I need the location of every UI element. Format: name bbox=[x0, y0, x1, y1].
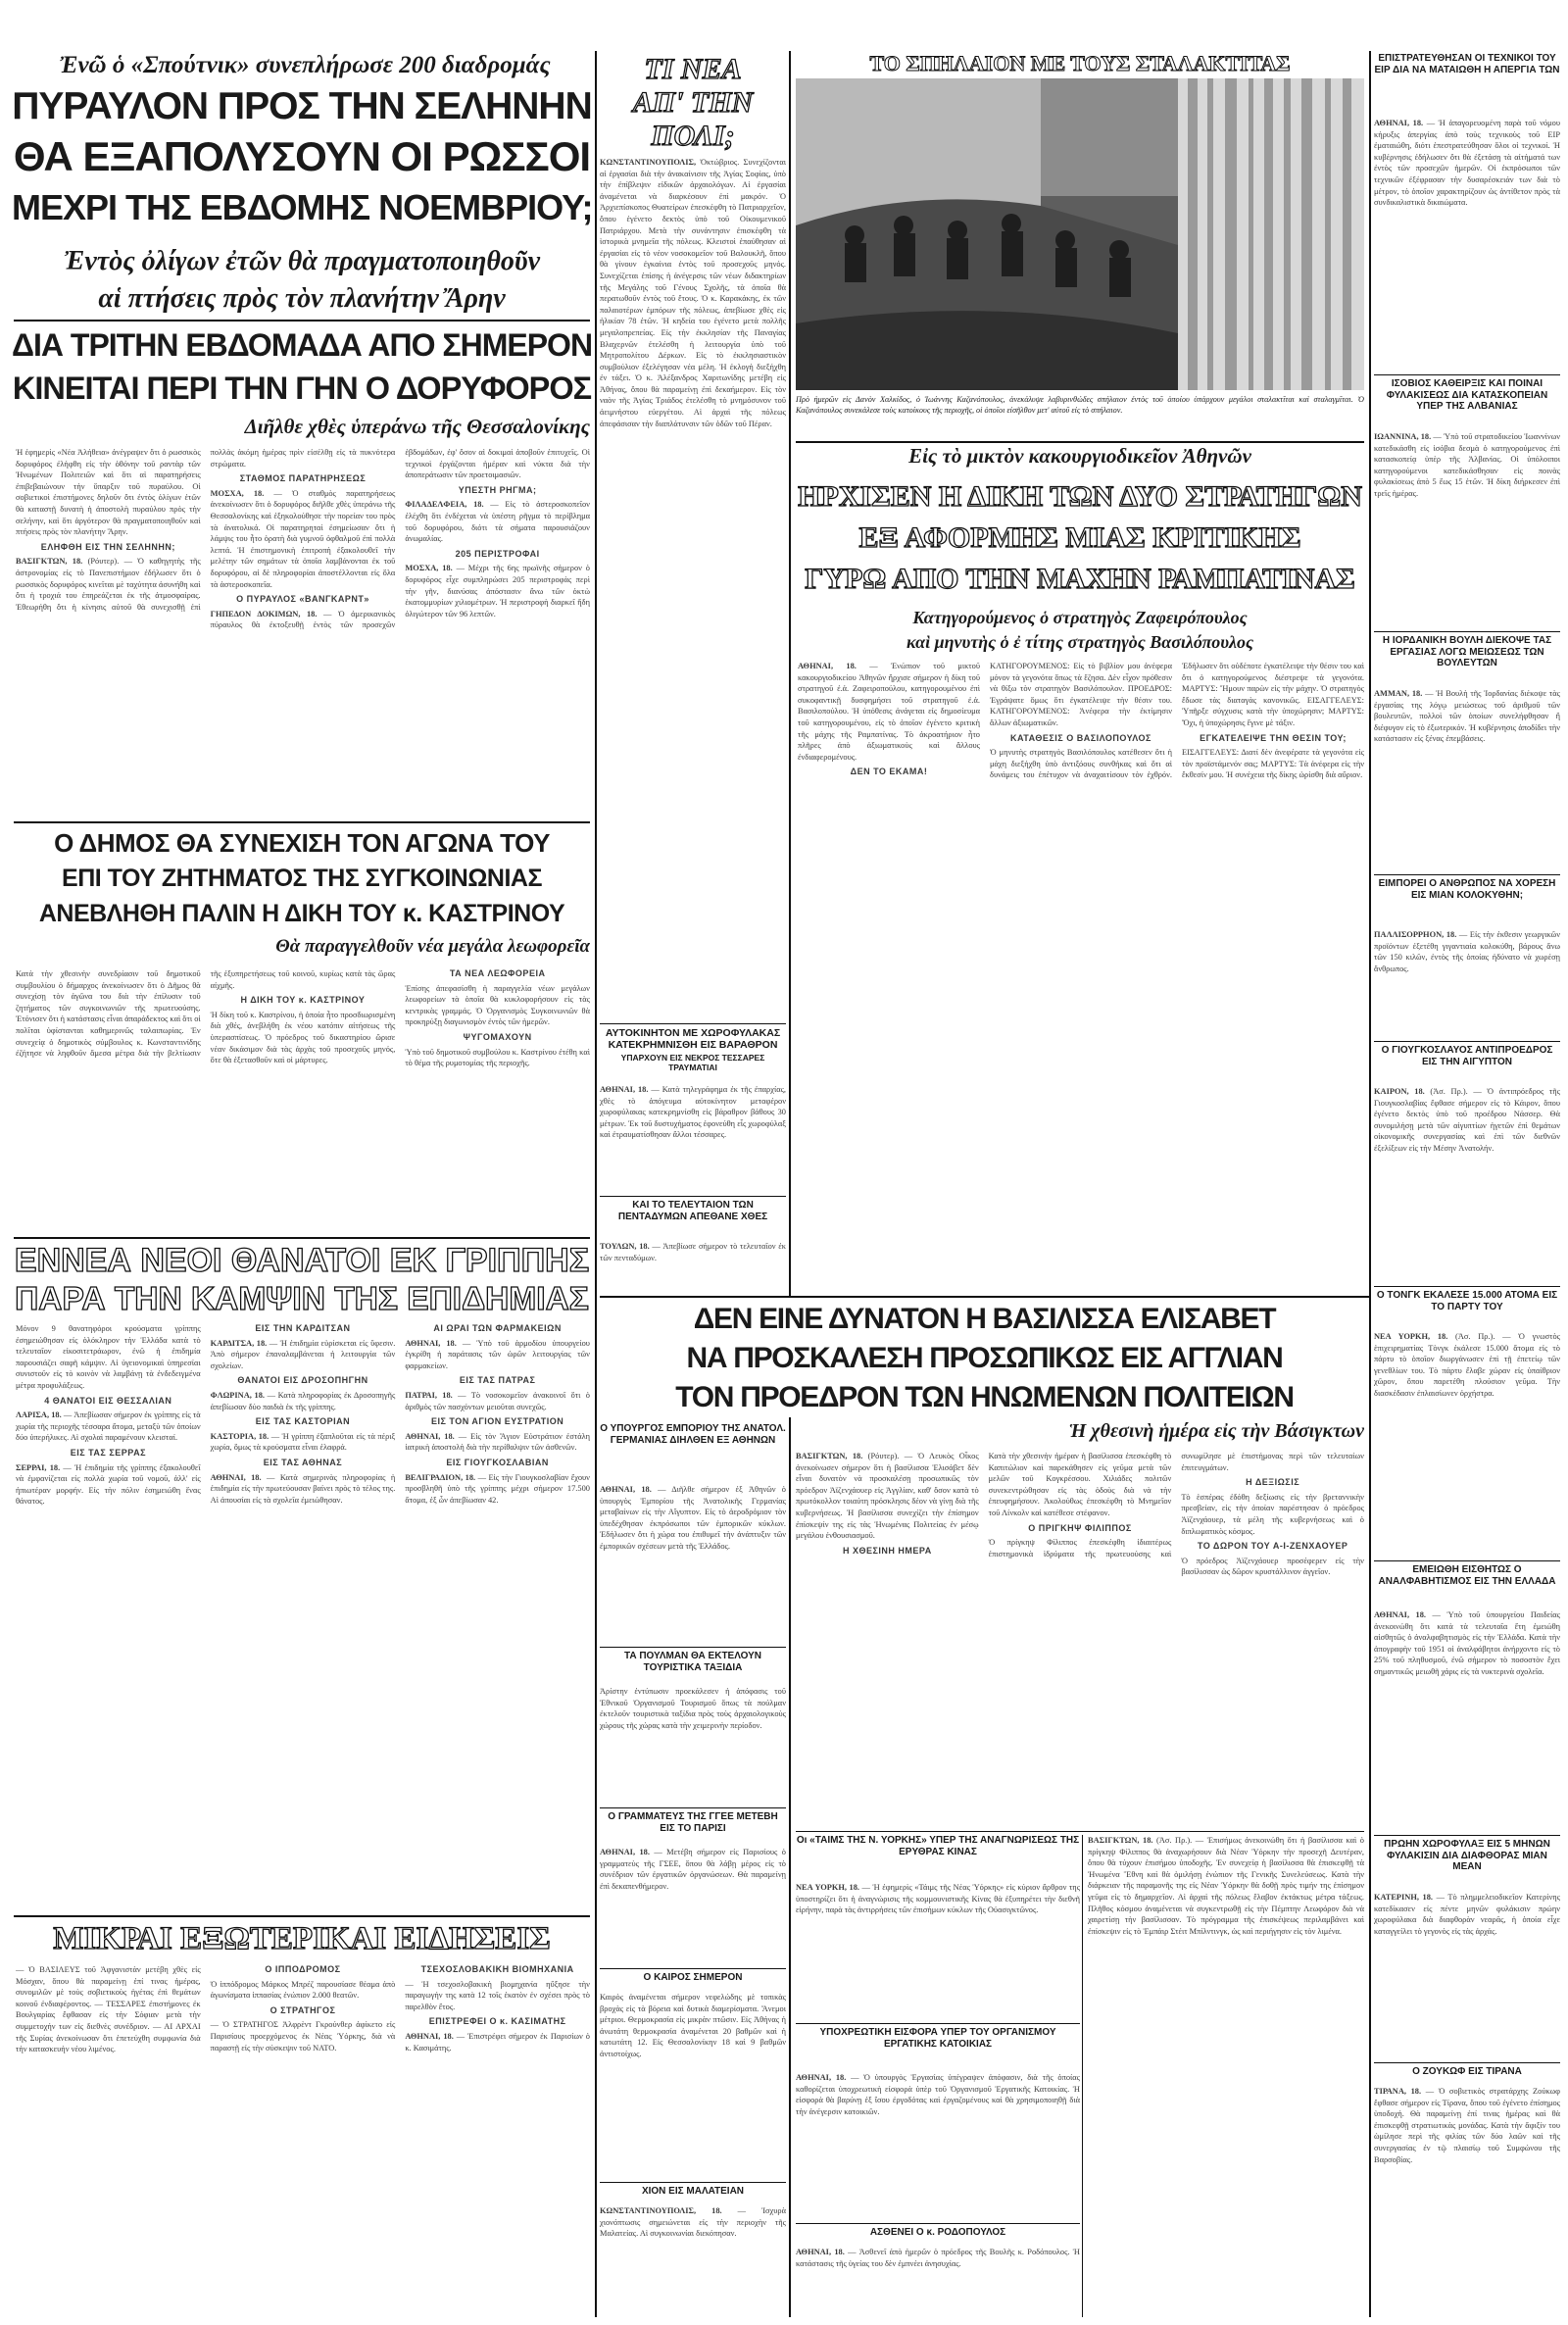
rule bbox=[14, 1237, 590, 1239]
right-a5: ΚΑΙΡΟΝ, 18. (Ἀσ. Πρ.). — Ὁ ἀντιπρόεδρος τῆς Γιουγκοσλαβίας ἔφθασε σήμερον εἰς τὸ Κάιρον, ὅπου ἐγένετο δεκτὸς ὑπὸ τοῦ προέδρου Νάσσερ. Θὰ συνομιλήσῃ μετὰ τῶν αἰγυπτίων ἡγετῶν ἐπὶ θεμάτων οἰκονομικῆς συνεργασίας καὶ ἐπὶ τῶν διεθνῶν ἐξελίξεων εἰς τὴν Μέσην Ἀνατολήν. bbox=[1374, 1087, 1560, 1153]
rule bbox=[1374, 1835, 1560, 1836]
queen-headline: ΔΕΝ ΕΙΝΕ ΔΥΝΑΤΟΝ Η ΒΑΣΙΛΙΣΣΑ ΕΛΙΣΑΒΕΤ ΝΑ ΠΡΟΣΚΑΛΕΣΗ ΠΡΟΣΩΠΙΚΩΣ ΕΙΣ ΑΓΓΛΙΑΝ ΤΟΝ ΠΡΟΕΔΡΟΝ ΤΩΝ ΗΝΩΜΕΝΩΝ ΠΟΛΙΤΕΙΩΝ bbox=[675, 1303, 1294, 1413]
sputnik-article: Ἡ ἐφημερὶς «Νέα Ἀλήθεια» ἀνέγραψεν ὅτι ὁ ρωσσικὸς δορυφόρος ἐλήφθη εἰς τὴν ὀθόνην τοῦ ραντὰρ τῶν Ἡνωμένων Πολιτειῶν καὶ ὅτι αἱ παρατηρήσεις ἐπιβεβαιώνουν τὴν ὕπαρξιν τοῦ πυραύλου. Οἱ σοβιετικοὶ ἐπιστήμονες δηλοῦν ὅτι ἐντὸς ὀλίγων ἐτῶν θὰ καταστῇ δυνατὴ ἡ ἀποστολὴ πυραύλου πρὸς τὴν σελήνην, καὶ ὅτι ἀργότερον θὰ πραγματοποιηθοῦν καὶ πτήσεις πρὸς τὸν πλανήτην Ἄρην. ΕΛΗΦΘΗ ΕΙΣ ΤΗΝ ΣΕΛΗΝΗΝ; ΒΑΣΙΓΚΤΩΝ, 18. (Ρόυτερ). — Ὁ καθηγητὴς τῆς ἀστρονομίας εἰς τὸ Πανεπιστήμιον ἐδήλωσεν ὅτι ὁ ρωσσικὸς δορυφόρος κινεῖται μὲ ταχύτητα ἀσυνήθη καὶ ὅτι ἡ τροχιά του ἐπηρεάζεται ἐκ τῆς ἀτμοσφαίρας. Ἐθεωρήθη ὅτι ἡ κίνησις αὐτοῦ θὰ συνεχισθῇ ἐπὶ πολλὰς ἀκόμη ἡμέρας πρὶν εἰσέλθῃ εἰς τὰ πυκνότερα στρώματα. ΣΤΑΘΜΟΣ ΠΑΡΑΤΗΡΗΣΕΩΣ ΜΟΣΧΑ, 18. — Ὁ σταθμὸς παρατηρήσεως ἀνεκοίνωσεν ὅτι ὁ δορυφόρος διῆλθε χθὲς ὑπεράνω τῆς Θεσσαλονίκης καὶ ἐξηκολούθησε τὴν πορείαν του πρὸς τὰ ἀνατολικά. Οἱ παρατηρηταὶ ἐσημείωσαν ὅτι ἡ λάμψις του ἦτο ὁρατὴ διὰ γυμνοῦ ὀφθαλμοῦ ἐπὶ πολλὰ λεπτά. Ἡ ἐπιστημονικὴ ἐπιτροπὴ ἐξακολουθεῖ τὴν μελέτην τῶν σημάτων τὰ ὁποῖα λαμβάνονται ἐκ τοῦ δορυφόρου, αἱ δὲ πληροφορίαι ἀποστέλλονται εἰς ὅλα τὰ ἀστεροσκοπεῖα. Ο ΠΥΡΑΥΛΟΣ «ΒΑΝΓΚΑΡΝΤ» ΓΗΠΕΔΟΝ ΔΟΚΙΜΩΝ, 18. — Ὁ ἀμερικανικὸς πύραυλος θὰ ἐκτοξευθῇ ἐντὸς τῶν προσεχῶν ἑβδομάδων, ἐφ' ὅσον αἱ δοκιμαὶ ἀποβοῦν ἐπιτυχεῖς. Οἱ τεχνικοὶ ἐργάζονται ἡμέραν καὶ νύκτα διὰ τὴν ἀποπεράτωσιν τῶν προετοιμασιῶν. ΥΠΕΣΤΗ ΡΗΓΜΑ; ΦΙΛΑΔΕΛΦΕΙΑ, 18. — Εἰς τὸ ἀστεροσκοπεῖον ἐλέχθη ὅτι ἐνδέχεται νὰ ὑπέστη ρῆγμα τὸ περίβλημα τοῦ δορυφόρου, διότι τὰ σήματα παρουσιάζουν ἀνωμαλίας. 205 ΠΕΡΙΣΤΡΟΦΑΙ ΜΟΣΧΑ, 18. — Μέχρι τῆς 6ης πρωϊνῆς σήμερον ὁ δορυφόρος εἶχε συμπληρώσει 205 περιστροφὰς περὶ τὴν γῆν, διανύσας ἀπόστασιν ἄνω τῶν ὀκτὼ ἑκατομμυρίων χιλιομέτρων. Ἡ περιστροφὴ διαρκεῖ ἤδη ὀλιγώτερον τῶν 96 λεπτῶν. bbox=[16, 448, 590, 630]
queen-deck: Ἡ χθεσινὴ ἡμέρα εἰς τὴν Βάσιγκτων bbox=[1068, 1421, 1364, 1442]
city-article: ΚΩΝΣΤΑΝΤΙΝΟΥΠΟΛΙΣ, Ὀκτώβριος. Συνεχίζονται αἱ ἐργασίαι διὰ τὴν ἀνακαίνισιν τῆς Ἁγίας Σοφίας, ὑπὸ τὴν ἐπίβλεψιν εἰδικῶν ἀρχαιολόγων. Αἱ ἐργασίαι ἀναμένεται νὰ διαρκέσουν ἐπὶ μακρόν. Ὁ Ἀρχιεπίσκοπος Θυατείρων ἐπεσκέφθη τὸ Πατριαρχεῖον, ὅπου ἐγένετο δεκτὸς ὑπὸ τοῦ Οἰκουμενικοῦ Πατριάρχου. Μετὰ τὴν συνάντησιν ἐπισκέφθη τὰ ἱστορικὰ μνημεῖα τῆς πόλεως. Κλειστοὶ ἐπαύθησαν αἱ ἐργασίαι εἰς τὸ νέον νοσοκομεῖον τοῦ Βαλουκλῆ, ὅπου θὰ γίνουν ἐγκαίνια ἐντὸς τοῦ προσεχοῦς μηνός. Συνεχίζεται ἐπίσης ἡ ἀνέγερσις τῶν νέων διδακτηρίων τῆς Μεγάλης τοῦ Γένους Σχολῆς, τὰ ὁποῖα θὰ περατωθοῦν ἐντὸς τοῦ ἔτους. Ὁ κ. Καρακάκης, ἐκ τῶν παλαιοτέρων ἐμπόρων τῆς πόλεως, ἀπεβίωσε χθὲς εἰς ἡλικίαν 78 ἐτῶν. Ἡ κηδεία του ἐγένετο μετὰ πολλῆς μεγαλοπρεπείας. Εἰς τὴν ἐκκλησίαν τῆς Παναγίας Βλαχερνῶν ἐτελέσθη ἡ λειτουργία ὑπὸ τοῦ Μητροπολίτου Δέρκων. Εἰς τὸ ἐκκλησιαστικὸν συμβούλιον ἐξελέγησαν νέα μέλη. Ἡ ἐκλογὴ διεξήχθη ἐν τάξει. Ὁ κ. Ἀλέξανδρος Χαριτωνίδης μετέβη εἰς Ἀθήνας, ὅπου θὰ παραμείνῃ ἐπὶ δεκαήμερον. Εἰς τὸν ναὸν τῆς Ἁγίας Τριάδος ἐτελέσθη τὸ μνημόσυνον τοῦ ἀειμνήστου εὐεργέτου. Αἱ ἀρχαὶ τῆς πόλεως ἀπεφάσισαν τὴν διαπλάτυνσιν τῶν ὁδῶν τοῦ Πέραν. bbox=[600, 158, 786, 428]
contrib-article: ΑΘΗΝΑΙ, 18. — Ὁ ὑπουργὸς Ἐργασίας ὑπέγραψεν ἀπόφασιν, διὰ τῆς ὁποίας καθορίζεται ὑποχρεωτικὴ εἰσφορὰ ὑπὲρ τοῦ Ὀργανισμοῦ Ἐργατικῆς Κατοικίας. Ἡ εἰσφορὰ θὰ βαρύνῃ ἐξ ἴσου ἐργοδότας καὶ ἐργαζομένους καὶ θὰ χρησιμοποιηθῇ διὰ τὴν ἀνέγερσιν κατοικιῶν. bbox=[796, 2073, 1080, 2116]
secretary-headline: Ο ΓΡΑΜΜΑΤΕΥΣ ΤΗΣ ΓΓΕΕ ΜΕΤΕΒΗ ΕΙΣ ΤΟ ΠΑΡΙΣΙ bbox=[608, 1811, 778, 1834]
rule bbox=[600, 1968, 786, 1969]
generals-article: ΑΘΗΝΑΙ, 18. — Ἐνώπιον τοῦ μικτοῦ κακουργιοδικείου Ἀθηνῶν ἤρχισε σήμερον ἡ δίκη τοῦ στρατηγοῦ ἐ.ἀ. Ζαφειροπούλου, κατηγορουμένου ἐπὶ συκοφαντικῇ δυσφημήσει τοῦ στρατηγοῦ ἐ.ἀ. Βασιλοπούλου. Ἡ ὑπόθεσις ἀνάγεται εἰς δημοσίευμα τοῦ κατηγορουμένου, εἰς τὸ ὁποῖον ἐγένετο κριτικὴ τῆς μάχης τῆς Ραμπατίνας. Τὸ ἀκροατήριον ἦτο πλῆρες ἀπὸ ἀξιωματικοὺς καὶ ἄλλους ἐνδιαφερομένους. ΔΕΝ ΤΟ ΕΚΑΜΑ! ΚΑΤΗΓΟΡΟΥΜΕΝΟΣ: Εἰς τὸ βιβλίον μου ἀνέφερα μόνον τὰ γεγονότα ὅπως τὰ ἔζησα. Δὲν εἶχον πρόθεσιν νὰ θίξω τὸν στρατηγὸν Βασιλόπουλον. ΠΡΟΕΔΡΟΣ: Ἐγράψατε ὅμως ὅτι ἐγκατέλειψε τὴν θέσιν του. ΚΑΤΗΓΟΡΟΥΜΕΝΟΣ: Ἀνέφερα τὴν ἐκτίμησιν ἄλλων ἀξιωματικῶν. ΚΑΤΑΘΕΣΙΣ Ο ΒΑΣΙΛΟΠΟΥΛΟΣ Ὁ μηνυτὴς στρατηγὸς Βασιλόπουλος κατέθεσεν ὅτι ἡ μάχη διεξήχθη ὑπὸ ἀντιξόους συνθήκας καὶ ὅτι αἱ δυνάμεις του ἐπέτυχον νὰ ἀναχαιτίσουν τὸν ἐχθρόν. Ἐδήλωσεν ὅτι οὐδέποτε ἐγκατέλειψε τὴν θέσιν του καὶ ὅτι ὁ κατηγορούμενος διέστρεψε τὰ γεγονότα. ΜΑΡΤΥΣ: Ἤμουν παρὼν εἰς τὴν μάχην. Ὁ στρατηγὸς ἔδωσε τὰς διαταγὰς κανονικῶς. ΕΙΣΑΓΓΕΛΕΥΣ: Ὑπῆρξε σύγχυσις κατὰ τὴν ὑποχώρησιν; ΜΑΡΤΥΣ: Ὄχι, ἡ ὑποχώρησις ἔγινε μὲ τάξιν. ΕΓΚΑΤΕΛΕΙΨΕ ΤΗΝ ΘΕΣΙΝ ΤΟΥ; ΕΙΣΑΓΓΕΛΕΥΣ: Διατί δὲν ἀνεφέρατε τὰ γεγονότα εἰς τὸν προϊστάμενόν σας; ΜΑΡΤΥΣ: Τὰ ἀνέφερα εἰς τὴν ἔκθεσίν μου. Ἡ συνέχεια τῆς δίκης ὡρίσθη διὰ αὔριον. bbox=[798, 662, 1364, 780]
minister-article: ΑΘΗΝΑΙ, 18. — Διῆλθε σήμερον ἐξ Ἀθηνῶν ὁ ὑπουργὸς Ἐμπορίου τῆς Ἀνατολικῆς Γερμανίας μεταβαίνων εἰς τὴν Αἴγυπτον. Εἰς τὸ ἀεροδρόμιον τὸν ὑπεδέχθησαν ἐκπρόσωποι τῶν ἐμπορικῶν κύκλων. Ἐδήλωσεν ὅτι ἡ χώρα του ἐπιθυμεῖ τὴν ἀνάπτυξιν τῶν ἐμπορικῶν σχέσεων μετὰ τῆς Ἑλλάδος. bbox=[600, 1485, 786, 1551]
cave-title: ΤΟ ΣΠΗΛΑΙΟΝ ΜΕ ΤΟΥΣ ΣΤΑΛΑΚΤΙΤΑΣ bbox=[869, 51, 1291, 75]
rule bbox=[14, 320, 590, 322]
right-h5: Ο ΓΙΟΥΓΚΟΣΛΑΥΟΣ ΑΝΤΙΠΡΟΕΔΡΟΣ ΕΙΣ ΤΗΝ ΑΙΓΥΠΤΟΝ bbox=[1381, 1045, 1553, 1067]
transport-article: Κατὰ τὴν χθεσινὴν συνεδρίασιν τοῦ δημοτικοῦ συμβουλίου ὁ δήμαρχος ἀνεκοίνωσεν ὅτι ὁ Δῆμος θὰ συνεχίσῃ τὸν ἀγῶνα του διὰ τὴν ἐπίλυσιν τοῦ ζητήματος τῶν συγκοινωνιῶν τῆς πρωτευούσης. Ἐτόνισεν ὅτι ἡ κατάστασις εἶναι ἀπαράδεκτος καὶ ὅτι οἱ πολῖται ὑφίστανται καθημερινῶς ταλαιπωρίας. Ἐν συνεχείᾳ ὁ δημοτικὸς σύμβουλος κ. Κωνσταντινίδης ἐζήτησε νὰ ληφθοῦν ἄμεσα μέτρα διὰ τὴν βελτίωσιν τῆς ἐξυπηρετήσεως τοῦ κοινοῦ, κυρίως κατὰ τὰς ὥρας αἰχμῆς. Η ΔΙΚΗ ΤΟΥ κ. ΚΑΣΤΡΙΝΟΥ Ἡ δίκη τοῦ κ. Καστρίνου, ἡ ὁποία ἦτο προσδιωρισμένη διὰ χθές, ἀνεβλήθη ἐκ νέου κατόπιν αἰτήσεως τῆς ὑπερασπίσεως. Ὁ πρόεδρος τοῦ δικαστηρίου ὥρισε νέαν δικάσιμον διὰ τὰς ἀρχὰς τοῦ προσεχοῦς μηνός, ὅτε θὰ ἐξετασθοῦν καὶ οἱ μάρτυρες. ΤΑ ΝΕΑ ΛΕΩΦΟΡΕΙΑ Ἐπίσης ἀπεφασίσθη ἡ παραγγελία νέων μεγάλων λεωφορείων τὰ ὁποῖα θὰ κυκλοφορήσουν εἰς τὰς κεντρικὰς γραμμάς. Ὁ Ὀργανισμὸς Συγκοινωνιῶν θὰ προκηρύξῃ διαγωνισμὸν ἐντὸς τῶν ἡμερῶν. ΨΥΓΟΜΑΧΟΥΝ Ὑπὸ τοῦ δημοτικοῦ συμβούλου κ. Καστρίνου ἐτέθη καὶ τὸ θέμα τῆς ρυμοτομίας τῆς περιοχῆς. bbox=[16, 968, 590, 1068]
foreign-headline: ΜΙΚΡΑΙ ΕΞΩΤΕΡΙΚΑΙ ΕΙΔΗΣΕΙΣ bbox=[53, 1921, 551, 1956]
rule bbox=[1374, 1560, 1560, 1561]
times-headline: Οι «ΤΑΙΜΣ ΤΗΣ Ν. ΥΟΡΚΗΣ» ΥΠΕΡ ΤΗΣ ΑΝΑΓΝΩΡΙΣΕΩΣ ΤΗΣ ΕΡΥΘΡΑΣ ΚΙΝΑΣ bbox=[796, 1835, 1080, 1857]
flu-article: Μόνον 9 θανατηφόροι κρούσματα γρίππης ἐσημειώθησαν εἰς ὁλόκληρον τὴν Ἑλλάδα κατὰ τὸ τελευταῖον εἰκοσιτετράωρον, ἐνῶ ἡ ἐπιδημία παρουσιάζει σαφῆ κάμψιν. Αἱ ὑγειονομικαὶ ὑπηρεσίαι συνιστοῦν εἰς τὸ κοινὸν νὰ λαμβάνῃ τὰ ἐνδεδειγμένα μέτρα προφυλάξεως. 4 ΘΑΝΑΤΟΙ ΕΙΣ ΘΕΣΣΑΛΙΑΝ ΛΑΡΙΣΑ, 18. — Ἀπεβίωσαν σήμερον ἐκ γρίππης εἰς τὰ χωρία τῆς περιοχῆς τέσσαρα ἄτομα, μεταξὺ τῶν ὁποίων δύο ὑπερήλικες. Αἱ σχολαὶ παραμένουν κλεισταί. ΕΙΣ ΤΑΣ ΣΕΡΡΑΣ ΣΕΡΡΑΙ, 18. — Ἡ ἐπιδημία τῆς γρίππης ἐξακολουθεῖ νὰ ἐμφανίζεται εἰς πολλὰ χωρία τοῦ νομοῦ, ἀλλ' εἰς ἠπιωτέραν μορφήν. Εἰς τὴν πόλιν ἐσημειώθη ἕνας θάνατος. ΕΙΣ ΤΗΝ ΚΑΡΔΙΤΣΑΝ ΚΑΡΔΙΤΣΑ, 18. — Ἡ ἐπιδημία εὑρίσκεται εἰς ὕφεσιν. Ἀπὸ σήμερον ἐπαναλαμβάνεται ἡ λειτουργία τῶν σχολείων. ΘΑΝΑΤΟΙ ΕΙΣ ΔΡΟΣΟΠΗΓΗΝ ΦΛΩΡΙΝΑ, 18. — Κατὰ πληροφορίας ἐκ Δροσοπηγῆς ἀπεβίωσαν δύο παιδιὰ ἐκ τῆς γρίππης. ΕΙΣ ΤΑΣ ΚΑΣΤΟΡΙΑΝ ΚΑΣΤΟΡΙΑ, 18. — Ἡ γρίππη ἐξαπλοῦται εἰς τὰ πέριξ χωρία, ὅμως τὰ κρούσματα εἶναι ἐλαφρά. ΕΙΣ ΤΑΣ ΑΘΗΝΑΣ ΑΘΗΝΑΙ, 18. — Κατὰ σημερινὰς πληροφορίας ἡ ἐπιδημία εἰς τὴν πρωτεύουσαν βαίνει πρὸς τὸ τέλος της. Αἱ ἀπουσίαι εἰς τὰ σχολεῖα ἐμειώθησαν. ΑΙ ΩΡΑΙ ΤΩΝ ΦΑΡΜΑΚΕΙΩΝ ΑΘΗΝΑΙ, 18. — Ὑπὸ τοῦ ἁρμοδίου ὑπουργείου ἐγκρίθη ἡ παράτασις τῶν ὡρῶν λειτουργίας τῶν φαρμακείων. ΕΙΣ ΤΑΣ ΠΑΤΡΑΣ ΠΑΤΡΑΙ, 18. — Τὸ νοσοκομεῖον ἀνακοινοῖ ὅτι ὁ ἀριθμὸς τῶν πασχόντων μειοῦται συνεχῶς. ΕΙΣ ΤΟΝ ΑΓΙΟΝ ΕΥΣΤΡΑΤΙΟΝ ΑΘΗΝΑΙ, 18. — Εἰς τὸν Ἅγιον Εὐστράτιον ἐστάλη ἰατρικὴ ἀποστολὴ διὰ τὴν περίθαλψιν τῶν ἀσθενῶν. ΕΙΣ ΓΙΟΥΓΚΟΣΛΑΒΙΑΝ ΒΕΛΙΓΡΑΔΙΟΝ, 18. — Εἰς τὴν Γιουγκοσλαβίαν ἔχουν προσβληθῆ ὑπὸ τῆς γρίππης μέχρι σήμερον 17.500 ἄτομα, ἐξ ὧν ἀπεβίωσαν 42. bbox=[16, 1323, 590, 1507]
died-headline: ΚΑΙ ΤΟ ΤΕΛΕΥΤΑΙΟΝ ΤΩΝ ΠΕΝΤΑΔΥΜΩΝ ΑΠΕΘΑΝΕ ΧΘΕΣ bbox=[617, 1200, 768, 1222]
rule bbox=[1374, 2062, 1560, 2063]
right-h9: Ο ΖΟΥΚΩΦ ΕΙΣ ΤΙΡΑΝΑ bbox=[1412, 2066, 1522, 2077]
sputnik-deck-2: Διῆλθε χθὲς ὑπεράνω τῆς Θεσσαλονίκης bbox=[244, 416, 590, 438]
right-h6: Ο ΤΟΝΓΚ ΕΚΑΛΕΣΕ 15.000 ΑΤΟΜΑ ΕΙΣ ΤΟ ΠΑΡΤΥ ΤΟΥ bbox=[1376, 1290, 1558, 1312]
rule bbox=[14, 821, 590, 823]
rule bbox=[600, 1023, 786, 1024]
right-a6: ΝΕΑ ΥΟΡΚΗ, 18. (Ἀσ. Πρ.). — Ὁ γνωστὸς ἑπιχειρηματίας Τὸνγκ ἐκάλεσε 15.000 ἄτομα εἰς τὸ πάρτυ τὸ ὁποῖον διωργάνωσεν ἐπὶ τῇ ἐπετείῳ τῶν γενεθλίων του. Τὸ πάρτυ ἔλαβε χώραν εἰς ὑπαίθριον χῶρον, ὅπου παρετέθη πλούσιον γεῦμα. Τὴν διασκέδασιν ἐπλαισίωνεν ὀρχήστρα. bbox=[1374, 1332, 1560, 1398]
generals-headline: ΗΡΧΙΣΕΝ Η ΔΙΚΗ ΤΩΝ ΔΥΟ ΣΤΡΑΤΗΓΩΝ ΕΞ ΑΦΟΡΜΗΣ ΜΙΑΣ ΚΡΙΤΙΚΗΣ ΓΥΡΩ ΑΠΟ ΤΗΝ ΜΑΧΗΝ ΡΑΜΠΑΤΙΝΑΣ bbox=[798, 480, 1362, 595]
pullman-article: Ἀρίστην ἐντύπωσιν προεκάλεσεν ἡ ἀπόφασις τοῦ Ἐθνικοῦ Ὀργανισμοῦ Τουρισμοῦ ὅπως τὰ πούλμαν ἐκτελοῦν τουριστικὰ ταξίδια πρὸς τοὺς ἀρχαιολογικοὺς χώρους τῆς χώρας κατὰ τὴν χειμερινὴν περίοδον. bbox=[600, 1687, 786, 1730]
right-h4: ΕΙΜΠΟΡΕΙ Ο ΑΝΘΡΩΠΟΣ ΝΑ ΧΟΡΕΣΗ ΕΙΣ ΜΙΑΝ ΚΟΛΟΚΥΘΗΝ; bbox=[1378, 878, 1556, 901]
rule bbox=[796, 2023, 1080, 2024]
malaria-article: ΚΩΝΣΤΑΝΤΙΝΟΥΠΟΛΙΣ, 18. — Ἰσχυρὰ χιονόπτωσις σημειώνεται εἰς τὴν περιοχὴν τῆς Μαλατείας. Αἱ συγκοινωνίαι διεκόπησαν. bbox=[600, 2206, 786, 2239]
right-a1: ΑΘΗΝΑΙ, 18. — Ἡ ἀπαγορευομένη παρὰ τοῦ νόμου κήρυξις ἀπεργίας ἀπὸ τοὺς τεχνικοὺς τοῦ ΕΙΡ ἐματαιώθη, διότι ἐπεστρατεύθησαν ὅλοι οἱ τεχνικοί. Ἡ κυβέρνησις ἐδήλωσεν ὅτι θὰ ἐξετάσῃ τὰ αἰτήματά των ἐντὸς τῶν προσεχῶν ἡμερῶν. Οἱ ἐκπρόσωποι τῶν τεχνικῶν ἐξέφρασαν τὴν δυσαρέσκειάν των διὰ τὸ μέτρον, τὸ ὁποῖον χαρακτηρίζουν ὡς ἀντίθετον πρὸς τὰ συνδικαλιστικὰ δικαιώματα. bbox=[1374, 119, 1560, 208]
sputnik-deck: Ἐντὸς ὀλίγων ἐτῶν θὰ πραγματοποιηθοῦν αἱ πτήσεις πρὸς τὸν πλανήτην Ἄρην bbox=[63, 246, 541, 314]
rule bbox=[796, 2223, 1080, 2224]
transport-deck: Θὰ παραγγελθοῦν νέα μεγάλα λεωφορεῖα bbox=[275, 937, 590, 957]
flu-headline: ΕΝΝΕΑ ΝΕΟΙ ΘΑΝΑΤΟΙ ΕΚ ΓΡΙΠΠΗΣ ΠΑΡΑ ΤΗΝ ΚΑΜΨΙΝ ΤΗΣ ΕΠΙΔΗΜΙΑΣ bbox=[14, 1242, 590, 1317]
weather-article: Καιρὸς ἀναμένεται σήμερον νεφελώδης μὲ τοπικὰς βροχὰς εἰς τὰ βόρεια καὶ δυτικὰ διαμερίσματα. Ἄνεμοι μέτριοι. Θερμοκρασία εἰς μικρὰν πτῶσιν. Εἰς Ἀθήνας ἡ ἀνωτάτη θερμοκρασία ἀναμένεται 20 βαθμῶν καὶ ἡ κατωτάτη 12. Εἰς Θεσσαλονίκην 18 καὶ 9 βαθμῶν ἀντιστοίχως. bbox=[600, 1993, 786, 2058]
rule bbox=[600, 1807, 786, 1808]
cave-photo bbox=[796, 78, 1364, 390]
column-rule bbox=[595, 51, 597, 2317]
rodopoulos-headline: ΑΣΘΕΝΕΙ Ο κ. ΡΟΔΟΠΟΥΛΟΣ bbox=[869, 2227, 1006, 2238]
sputnik-headline-2: ΔΙΑ ΤΡΙΤΗΝ ΕΒΔΟΜΑΔΑ ΑΠΟ ΣΗΜΕΡΟΝ ΚΙΝΕΙΤΑΙ ΠΕΡΙ ΤΗΝ ΓΗΝ Ο ΔΟΡΥΦΟΡΟΣ bbox=[12, 327, 592, 406]
rule bbox=[796, 441, 1364, 443]
right-h8: ΠΡΩΗΝ ΧΩΡΟΦΥΛΑΞ ΕΙΣ 5 ΜΗΝΩΝ ΦΥΛΑΚΙΣΙΝ ΔΙΑ ΔΙΑΦΘΟΡΑΣ ΜΙΑΝ ΜΕΑΝ bbox=[1384, 1839, 1550, 1872]
generals-kicker: Εἰς τὸ μικτὸν κακουργιοδικεῖον Ἀθηνῶν bbox=[908, 445, 1251, 468]
right-a8: ΚΑΤΕΡΙΝΗ, 18. — Τὸ πλημμελειοδικεῖον Κατερίνης κατεδίκασεν εἰς πέντε μηνῶν φυλάκισιν πρώην χωροφύλακα διὰ διαφθορὰν νεαρᾶς, ἡ ὁποία εἶχε καταγγείλει τὸ γεγονὸς εἰς τὰς ἀρχάς. bbox=[1374, 1893, 1560, 1936]
rule bbox=[600, 1196, 786, 1197]
rodopoulos-article: ΑΘΗΝΑΙ, 18. — Ἀσθενεῖ ἀπὸ ἡμερῶν ὁ πρόεδρος τῆς Βουλῆς κ. Ροδόπουλος. Ἡ κατάστασις τῆς ὑγείας του δὲν ἐμπνέει ἀνησυχίας. bbox=[796, 2248, 1080, 2268]
sputnik-kicker: Ἐνῶ ὁ «Σπούτνικ» συνεπλήρωσε 200 διαδρομάς bbox=[59, 53, 551, 78]
right-a4: ΠΑΛΛΙΣΟΡΡΗΟΝ, 18. — Εἰς τὴν ἐκθεσιν γεωργικῶν προϊόντων ἐξετέθη γιγαντιαία κολοκύθη, βάρους ἄνω τῶν 150 κιλῶν, ἐντὸς τῆς ὁποίας ἠδύνατο νὰ χωρέσῃ ἄνθρωπος. bbox=[1374, 930, 1560, 973]
rule bbox=[796, 1831, 1364, 1832]
rule bbox=[1374, 874, 1560, 875]
rule bbox=[600, 2182, 786, 2183]
died-article: ΤΟΥΛΩΝ, 18. — Ἀπεβίωσε σήμερον τὸ τελευταῖον ἐκ τῶν πενταδύμων. bbox=[600, 1242, 786, 1262]
sputnik-headline: ΠΥΡΑΥΛΟΝ ΠΡΟΣ ΤΗΝ ΣΕΛΗΝΗΝ ΘΑ ΕΞΑΠΟΛΥΣΟΥΝ ΟΙ ΡΩΣΣΟΙ ΜΕΧΡΙ ΤΗΣ ΕΒΔΟΜΗΣ ΝΟΕΜΒΡΙΟΥ; bbox=[12, 85, 592, 227]
cave-caption: Πρὸ ἡμερῶν εἰς Δανὸν Χαλκίδος, ὁ Ἰωάννης Καζανόπουλος, ἀνεκάλυψε λαβυρινθώδες σπήλαιον ἐντὸς τοῦ ὁποίου ὑπάρχουν μεγάλοι σταλακτῖται καὶ σταλαγμῖται. Ὁ Καζανόπουλος συνεκάλεσε τοὺς κατοίκους τῆς περιοχῆς, οἱ ὁποῖοι εἰσῆλθον μετ' αὐτοῦ εἰς τὸ σπήλαιον. bbox=[796, 395, 1364, 415]
right-a2: ΙΩΑΝΝΙΝΑ, 18. — Ὑπὸ τοῦ στρατοδικείου Ἰωαννίνων κατεδικάσθη εἰς ἰσόβια δεσμὰ ὁ κατηγορούμενος ἐπὶ κατασκοπείᾳ ὑπὲρ τῆς Ἀλβανίας. Οἱ ὑπόλοιποι κατηγορούμενοι κατεδικάσθησαν εἰς ποινὰς φυλακίσεως ἀπὸ 5 ἕως 15 ἐτῶν. Ἡ δίκη διήρκεσεν ἐπὶ τρεῖς ἡμέρας. bbox=[1374, 432, 1560, 498]
crash-article: ΑΘΗΝΑΙ, 18. — Κατὰ τηλεγράφημα ἐκ τῆς ἐπαρχίας, χθὲς τὸ ἀπόγευμα αὐτοκίνητον μεταφέρον χωροφύλακας κατεκρημνίσθη εἰς βάραθρον βάθους 30 μέτρων. Ἐκ τοῦ δυστυχήματος ἐφονεύθη εἷς χωροφύλαξ καὶ ἐτραυματίσθησαν ἄλλοι τέσσαρες. bbox=[600, 1085, 786, 1140]
malaria-headline: ΧΙΟΝ ΕΙΣ ΜΑΛΑΤΕΙΑΝ bbox=[641, 2186, 745, 2197]
rule bbox=[1374, 1041, 1560, 1042]
weather-headline: Ο ΚΑΙΡΟΣ ΣΗΜΕΡΟΝ bbox=[643, 1972, 743, 1983]
column-rule bbox=[789, 1417, 791, 2317]
right-a9: ΤΙΡΑΝΑ, 18. — Ὁ σοβιετικὸς στρατάρχης Ζούκωφ ἔφθασε σήμερον εἰς Τίρανα, ὅπου τοῦ ἐγένετο ἐπίσημος ὑποδοχή. Θὰ παραμείνῃ ἐπί τινας ἡμέρας καὶ θὰ ἐπισκεφθῇ στρατιωτικὰς μονάδας. Κατὰ τὴν ἄφιξίν του ὡμίλησε περὶ τῆς φιλίας τῶν δύο λαῶν καὶ τῆς συνεργασίας ἐν τῷ πλαισίῳ τοῦ Συμφώνου τῆς Βαρσοβίας. bbox=[1374, 2087, 1560, 2164]
pullman-headline: ΤΑ ΠΟΥΛΜΑΝ ΘΑ ΕΚΤΕΛΟΥΝ ΤΟΥΡΙΣΤΙΚΑ ΤΑΞΙΔΙΑ bbox=[623, 1651, 762, 1673]
right-h2: ΙΣΟΒΙΟΣ ΚΑΘΕΙΡΞΙΣ ΚΑΙ ΠΟΙΝΑΙ ΦΥΛΑΚΙΣΕΩΣ ΔΙΑ ΚΑΤΑΣΚΟΠΕΙΑΝ ΥΠΕΡ ΤΗΣ ΑΛΒΑΝΙΑΣ bbox=[1386, 378, 1548, 412]
right-h3: Η ΙΟΡΔΑΝΙΚΗ ΒΟΥΛΗ ΔΙΕΚΟΨΕ ΤΑΣ ΕΡΓΑΣΙΑΣ ΛΟΓΩ ΜΕΙΩΣΕΩΣ ΤΩΝ ΒΟΥΛΕΥΤΩΝ bbox=[1382, 635, 1552, 668]
times-article: ΝΕΑ ΥΟΡΚΗ, 18. — Ἡ ἐφημερὶς «Τάιμς τῆς Νέας Ὑόρκης» εἰς κύριον ἄρθρον της ὑποστηρίζει ὅτι ἡ ἀναγνώρισις τῆς κομμουνιστικῆς Κίνας θὰ ἐξυπηρέτει τὴν διεθνῆ εἰρήνην, παρὰ τὰς ἀντιρρήσεις τῶν ἐπισήμων κύκλων τῆς Οὐασιγκτῶνος. bbox=[796, 1883, 1080, 1915]
secretary-article: ΑΘΗΝΑΙ, 18. — Μετέβη σήμερον εἰς Παρισίους ὁ γραμματεὺς τῆς ΓΣΕΕ, ὅπου θὰ λάβῃ μέρος εἰς τὸ συνέδριον τῶν ἐργατικῶν ὀργανώσεων. Θὰ παραμείνῃ ἐπὶ δεκαπενθήμερον. bbox=[600, 1848, 786, 1891]
rule bbox=[600, 1296, 1369, 1298]
contrib-headline: ΥΠΟΧΡΕΩΤΙΚΗ ΕΙΣΦΟΡΑ ΥΠΕΡ ΤΟΥ ΟΡΓΑΝΙΣΜΟΥ ΕΡΓΑΤΙΚΗΣ ΚΑΤΟΙΚΙΑΣ bbox=[819, 2027, 1056, 2050]
column-rule bbox=[789, 51, 791, 1296]
queen-continued-article: ΒΑΣΙΓΚΤΩΝ, 18. (Ἀσ. Πρ.). — Ἐπισήμως ἀνεκοινώθη ὅτι ἡ βασίλισσα καὶ ὁ πρίγκηψ Φίλιππος θὰ ἀναχωρήσουν διὰ Νέαν Ὑόρκην τὴν προσεχῆ Δευτέραν, ὅπου θὰ τύχουν ἐπισήμου ὑποδοχῆς. Ἐν συνεχείᾳ ἡ βασίλισσα θὰ ἐπισκεφθῇ τὰ Ἡνωμένα Ἔθνη καὶ θὰ ὁμιλήσῃ ἐνώπιον τῆς Γενικῆς Συνελεύσεως. Κατὰ τὴν διάρκειαν τῆς παραμονῆς της εἰς Νέαν Ὑόρκην θὰ δοθῇ πρὸς τιμήν της ἐπίσημον γεῦμα εἰς τὸ δημαρχεῖον. Αἱ ἀρχαὶ τῆς πόλεως ἔλαβον ἐκτάκτως μέτρα τάξεως. Πλῆθος κόσμου ἀναμένεται νὰ συγκεντρωθῇ εἰς τὴν Πέμπτην Λεωφόρον διὰ νὰ χαιρετίσῃ τὴν βασίλισσαν. Τὸ πρόγραμμα τῆς ἐπισκέψεως περιλαμβάνει καὶ ἐπίσκεψιν εἰς τὸ Ἐμπάιρ Στέιτ Μπίλντινγκ, ὡς καὶ περιήγησιν εἰς τὸν λιμένα. bbox=[1088, 1836, 1364, 1936]
rule bbox=[1374, 1286, 1560, 1287]
foreign-article: — Ὁ ΒΑΣΙΛΕΥΣ τοῦ Ἀφγανιστὰν μετέβη χθὲς εἰς Μόσχαν, ὅπου θὰ παραμείνῃ ἐπί τινας ἡμέρας, συνομιλῶν μὲ τοὺς σοβιετικοὺς ἡγέτας ἐπὶ θεμάτων κοινοῦ ἐνδιαφέροντος. — ΤΕΣΣΑΡΕΣ ἐπιστήμονες ἐκ Βουλγαρίας ἔφθασαν εἰς τὴν Σόφιαν μετὰ τὴν συμμετοχήν των εἰς διεθνὲς συνέδριον. — ΑΙ ΑΡΧΑΙ τῆς Συρίας ἀνεκοίνωσαν ὅτι ἐπετεύχθη συμφωνία διὰ τὴν κατασκευὴν νέου λιμένος. Ο ΙΠΠΟΔΡΟΜΟΣ Ὁ ἱππόδρομος Μάρκος Μπρέζ παρουσίασε θέαμα ἀπὸ ἀγωνίσματα ἱππασίας ἐνώπιον 2.000 θεατῶν. Ο ΣΤΡΑΤΗΓΟΣ — Ὁ ΣΤΡΑΤΗΓΟΣ Ἀλφρὲντ Γκρούνθερ ἀφίκετο εἰς Παρισίους προερχόμενος ἐκ Νέας Ὑόρκης, διὰ νὰ παραστῇ εἰς τὴν σύσκεψιν τοῦ ΝΑΤΟ. ΤΣΕΧΟΣΛΟΒΑΚΙΚΗ ΒΙΟΜΗΧΑΝΙΑ — Ἡ τσεχοσλοβακικὴ βιομηχανία ηὔξησε τὴν παραγωγήν της κατὰ 12 τοῖς ἑκατὸν ἐν σχέσει πρὸς τὸ παρελθὸν ἔτος. ΕΠΙΣΤΡΕΦΕΙ Ο κ. ΚΑΣΙΜΑΤΗΣ ΑΘΗΝΑΙ, 18. — Ἐπιστρέφει σήμερον ἐκ Παρισίων ὁ κ. Κασιμάτης. bbox=[16, 1964, 590, 2054]
rule bbox=[1374, 374, 1560, 375]
column-rule bbox=[1369, 51, 1371, 2317]
queen-article: ΒΑΣΙΓΚΤΩΝ, 18. (Ρόυτερ). — Ὁ Λευκὸς Οἶκος ἀνεκοίνωσεν σήμερον ὅτι ἡ βασίλισσα Ἐλισάβετ δὲν εἶναι δυνατὸν νὰ προσκαλέσῃ προσωπικῶς τὸν πρόεδρον Ἀϊζενχάουερ εἰς Ἀγγλίαν, καθ' ὅσον κατὰ τὸ πρωτόκολλον τοιαύτη πρόσκλησις δέον νὰ γίνῃ διὰ τῆς κυβερνήσεως. Ἡ βασίλισσα συνεχίζει τὴν ἐπίσημον ἐπίσκεψίν της εἰς τὰς Ἡνωμένας Πολιτείας ἐν μέσῳ μεγάλου ἐνθουσιασμοῦ. Η ΧΘΕΣΙΝΗ ΗΜΕΡΑ Κατὰ τὴν χθεσινὴν ἡμέραν ἡ βασίλισσα ἐπεσκέφθη τὸ Καπιτώλιον καὶ παρεκάθησεν εἰς γεῦμα μετὰ τῶν μελῶν τοῦ Κογκρέσσου. Χιλιάδες πολιτῶν συνεκεντρώθησαν εἰς τὰς ὁδοὺς διὰ νὰ τὴν ἐπευφημήσουν. Ἀκολούθως ἐπεσκέφθη τὸ Μνημεῖον τοῦ Λίνκολν καὶ κατέθεσε στέφανον. Ο ΠΡΙΓΚΗΨ ΦΙΛΙΠΠΟΣ Ὁ πρίγκηψ Φίλιππος ἐπεσκέφθη ἰδιαιτέρως ἐπιστημονικὰ ἱδρύματα τῆς πρωτευούσης καὶ συνωμίλησε μὲ ἐπιστήμονας περὶ τῶν τελευταίων ἐπιτευγμάτων. Η ΔΕΞΙΩΣΙΣ Τὸ ἑσπέρας ἐδόθη δεξίωσις εἰς τὴν βρεταννικὴν πρεσβείαν, εἰς τὴν ὁποίαν παρέστησαν ὁ πρόεδρος Ἀϊζενχάουερ, τὰ μέλη τῆς κυβερνήσεως καὶ ὁ διπλωματικὸς κόσμος. ΤΟ ΔΩΡΟΝ ΤΟΥ Α-Ι-ΖΕΝΧΑΟΥΕΡ Ὁ πρόεδρος Ἀϊζενχάουερ προσέφερεν εἰς τὴν βασίλισσαν ὡς δῶρον κρυστάλλινον ἀγγεῖον. bbox=[796, 1452, 1364, 1577]
minister-headline: Ο ΥΠΟΥΡΓΟΣ ΕΜΠΟΡΙΟΥ ΤΗΣ ΑΝΑΤΟΛ. ΓΕΡΜΑΝΙΑΣ ΔΙΗΛΘΕΝ ΕΞ ΑΘΗΝΩΝ bbox=[600, 1423, 786, 1446]
right-h7: ΕΜΕΙΩΘΗ ΕΙΣΘΗΤΩΣ Ο ΑΝΑΛΦΑΒΗΤΙΣΜΟΣ ΕΙΣ ΤΗΝ ΕΛΛΑΔΑ bbox=[1378, 1564, 1556, 1587]
column-rule bbox=[1082, 1835, 1083, 2317]
right-a7: ΑΘΗΝΑΙ, 18. — Ὑπὸ τοῦ ὑπουργείου Παιδείας ἀνεκοινώθη ὅτι κατὰ τὰ τελευταῖα ἔτη ἐμειώθη αἰσθητῶς ὁ ἀναλφαβητισμὸς εἰς τὴν Ἑλλάδα. Κατὰ τὴν ἀπογραφὴν τοῦ 1951 οἱ ἀναλφάβητοι ἀνήρχοντο εἰς τὸ 25% τοῦ πληθυσμοῦ, ἐνῶ σήμερον τὸ ποσοστὸν ἔχει σημαντικῶς μειωθῆ χάρις εἰς τὰ νυκτερινὰ σχολεῖα. bbox=[1374, 1610, 1560, 1676]
crash-headline: ΑΥΤΟΚΙΝΗΤΟΝ ΜΕ ΧΩΡΟΦΥΛΑΚΑΣ ΚΑΤΕΚΡΗΜΝΙΣΘΗ ΕΙΣ ΒΑΡΑΘΡΟΝ ΥΠΑΡΧΟΥΝ ΕΙΣ ΝΕΚΡΟΣ ΤΕΣΣΑΡΕΣ ΤΡΑΥΜΑΤΙΑΙ bbox=[605, 1027, 781, 1072]
right-h1: ΕΠΙΣΤΡΑΤΕΥΘΗΣΑΝ ΟΙ ΤΕΧΝΙΚΟΙ ΤΟΥ ΕΙΡ ΔΙΑ ΝΑ ΜΑΤΑΙΩΘΗ Η ΑΠΕΡΓΙΑ ΤΩΝ bbox=[1374, 53, 1560, 75]
city-title: ΤΙ ΝΕΑ ΑΠ' ΤΗΝ ΠΟΛΙ; bbox=[632, 53, 754, 152]
generals-deck: Κατηγορούμενος ὁ στρατηγὸς Ζαφειρόπουλος καὶ μηνυτὴς ὁ ἐ τίτης στρατηγὸς Βασιλόπουλος bbox=[906, 608, 1254, 652]
right-a3: ΑΜΜΑΝ, 18. — Ἡ Βουλὴ τῆς Ἰορδανίας διέκοψε τὰς ἐργασίας της λόγῳ μειώσεως τοῦ ἀριθμοῦ τῶν βουλευτῶν, πολλοὶ τῶν ὁποίων συνελήφθησαν ἢ διέφυγον εἰς τὸ ἐξωτερικόν. Ἡ κυβέρνησις ἀποδίδει τὴν κατάστασιν εἰς ξένας ἐπεμβάσεις. bbox=[1374, 689, 1560, 744]
rule bbox=[600, 1647, 786, 1648]
rule bbox=[1374, 631, 1560, 632]
rule bbox=[14, 1915, 590, 1917]
transport-headline: Ο ΔΗΜΟΣ ΘΑ ΣΥΝΕΧΙΣΗ ΤΟΝ ΑΓΩΝΑ ΤΟΥ ΕΠΙ ΤΟΥ ΖΗΤΗΜΑΤΟΣ ΤΗΣ ΣΥΓΚΟΙΝΩΝΙΑΣ ΑΝΕΒΛΗΘΗ ΠΑΛΙΝ Η ΔΙΚΗ ΤΟΥ κ. ΚΑΣΤΡΙΝΟΥ bbox=[38, 828, 565, 927]
